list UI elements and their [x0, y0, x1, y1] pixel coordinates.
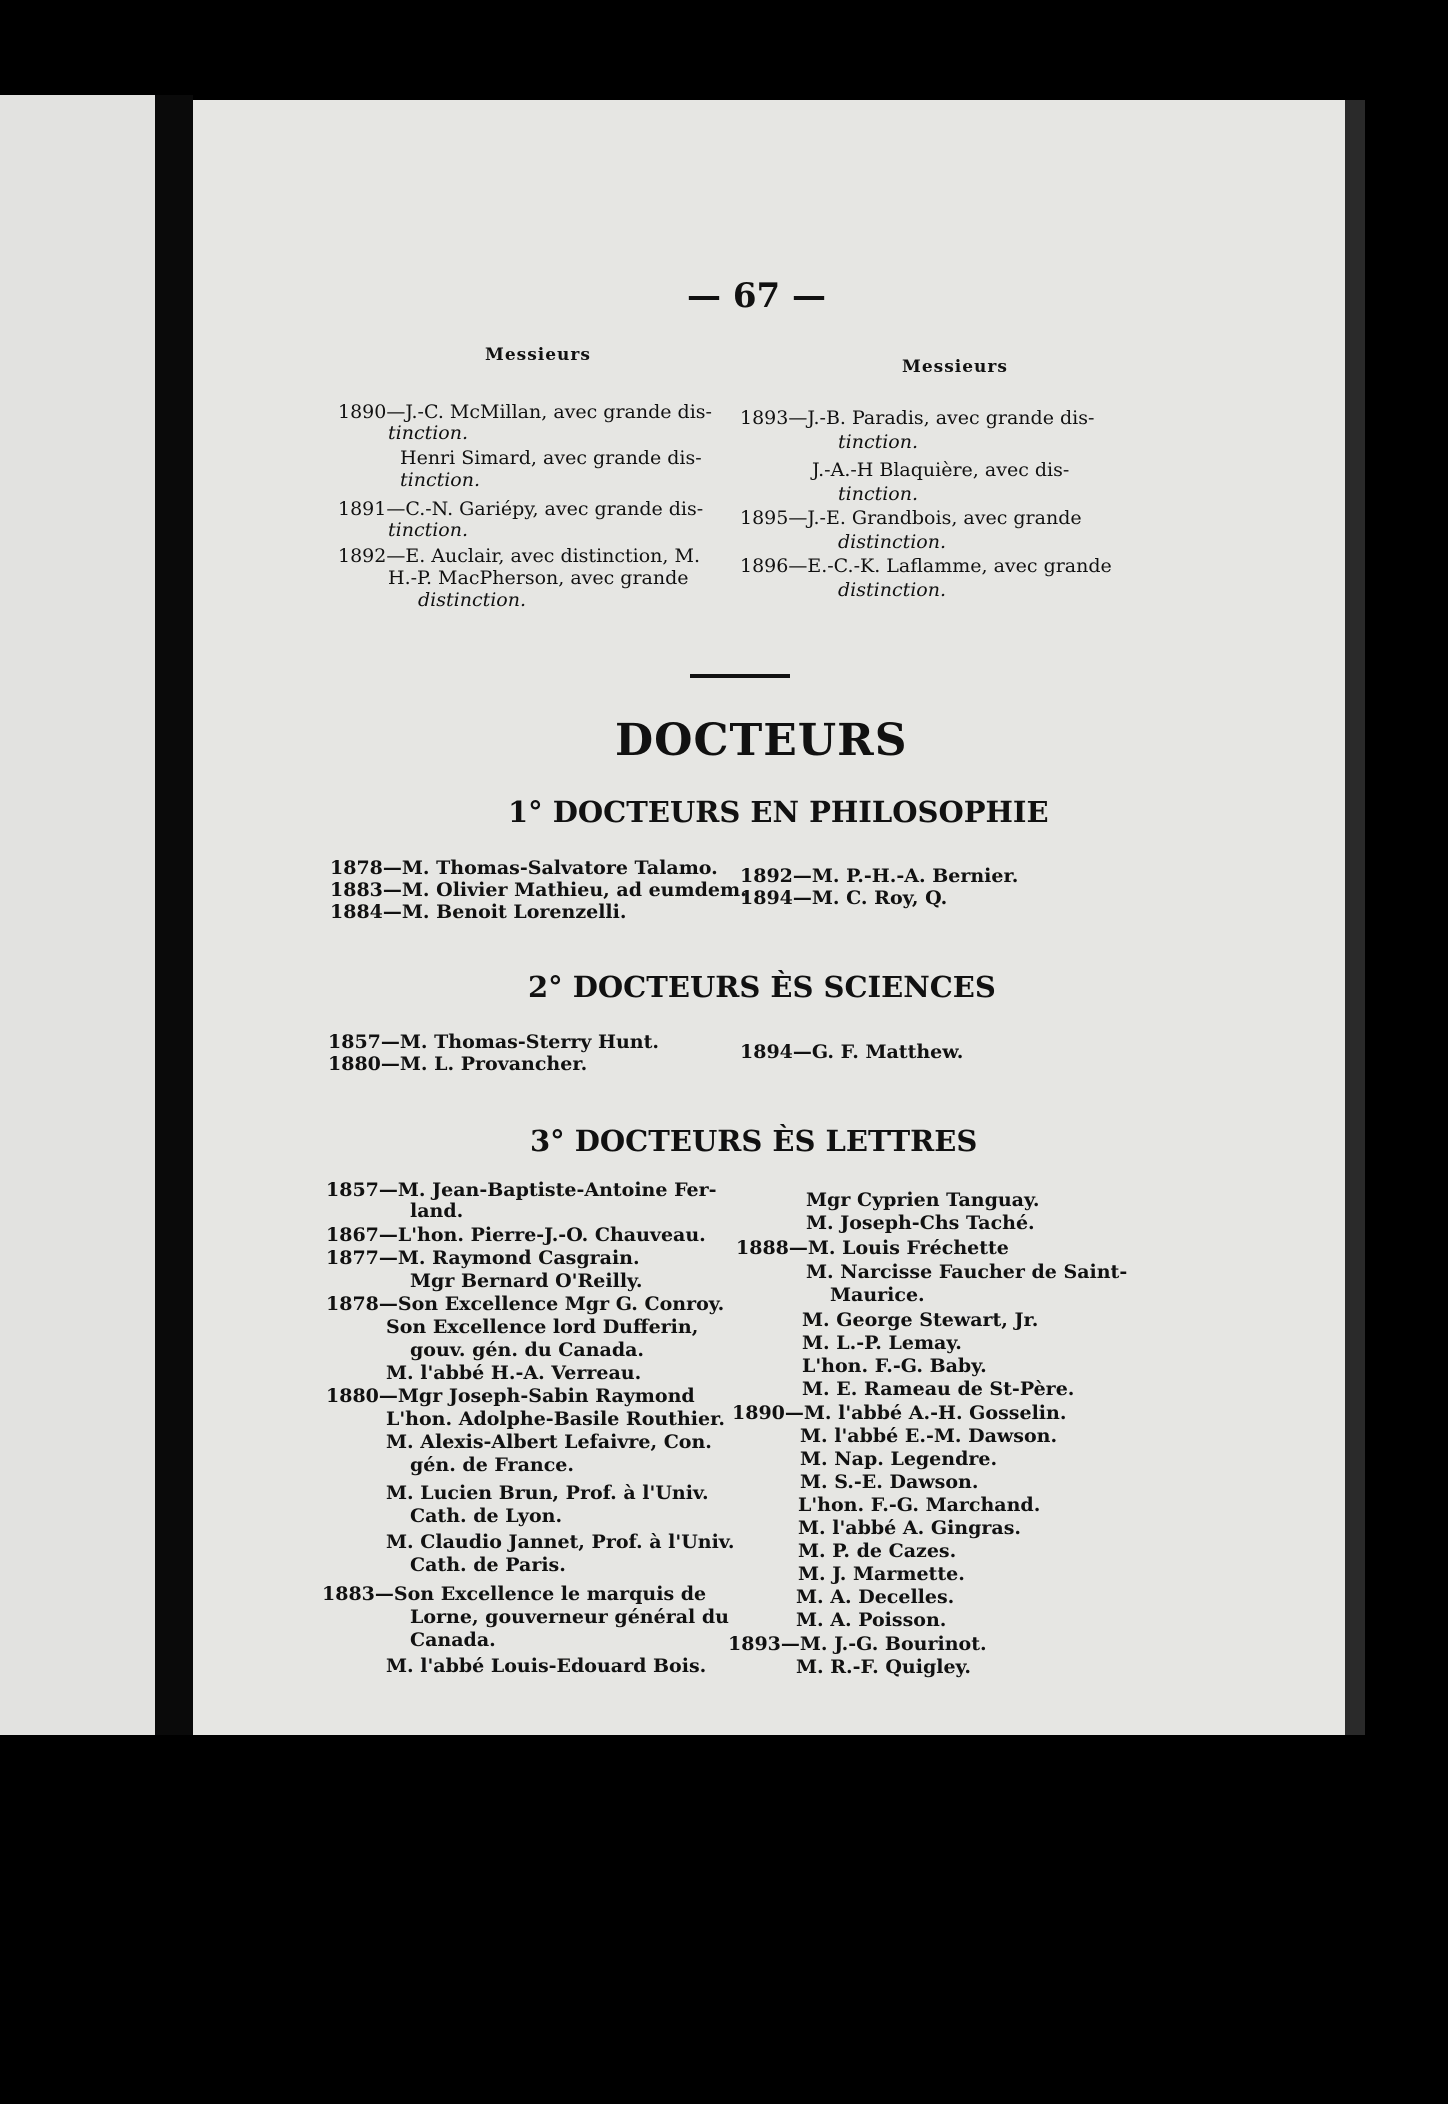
- doctor-entry: M. P. de Cazes.: [798, 1540, 957, 1562]
- doctor-entry: Lorne, gouverneur général du: [410, 1606, 729, 1628]
- graduate-line: distinction.: [838, 579, 947, 601]
- doctor-entry: M. S.-E. Dawson.: [800, 1471, 979, 1493]
- doctor-entry: 1867—L'hon. Pierre-J.-O. Chauveau.: [326, 1224, 706, 1246]
- doctor-entry: 1894—M. C. Roy, Q.: [740, 887, 948, 909]
- graduate-line: tinction.: [838, 431, 919, 453]
- graduate-line: distinction.: [838, 531, 947, 553]
- doctor-entry: M. E. Rameau de St-Père.: [802, 1378, 1075, 1400]
- graduate-line: tinction.: [838, 483, 919, 505]
- doctor-entry: 1890—M. l'abbé A.-H. Gosselin.: [732, 1402, 1067, 1424]
- doctor-entry: Cath. de Lyon.: [410, 1505, 563, 1527]
- doctor-entry: M. L.-P. Lemay.: [802, 1332, 962, 1354]
- doctor-entry: Canada.: [410, 1629, 496, 1651]
- graduate-line: 1892—E. Auclair, avec distinction, M.: [338, 545, 700, 567]
- graduate-line: J.-A.-H Blaquière, avec dis-: [812, 459, 1070, 481]
- doctor-entry: M. Narcisse Faucher de Saint-: [806, 1261, 1128, 1283]
- doctor-entry: M. Nap. Legendre.: [800, 1448, 998, 1470]
- book-spine: [155, 95, 193, 1735]
- doctor-entry: 1884—M. Benoit Lorenzelli.: [330, 901, 627, 923]
- doctor-entry: M. Claudio Jannet, Prof. à l'Univ.: [386, 1531, 735, 1553]
- facing-page-edge: [0, 95, 155, 1735]
- doctor-entry: M. l'abbé A. Gingras.: [798, 1517, 1022, 1539]
- section-divider: [690, 674, 790, 678]
- lettres-heading: 3° DOCTEURS ÈS LETTRES: [530, 1124, 978, 1158]
- doctor-entry: 1888—M. Louis Fréchette: [736, 1237, 1009, 1259]
- doctor-entry: 1877—M. Raymond Casgrain.: [326, 1247, 640, 1269]
- graduate-line: 1890—J.-C. McMillan, avec grande dis-: [338, 401, 712, 423]
- doctor-entry: M. l'abbé Louis-Edouard Bois.: [386, 1655, 707, 1677]
- page-number: — 67 —: [687, 276, 826, 316]
- doctor-entry: 1880—M. L. Provancher.: [328, 1053, 588, 1075]
- graduate-line: tinction.: [400, 469, 481, 491]
- doctor-entry: Maurice.: [830, 1284, 925, 1306]
- doctor-entry: Son Excellence lord Dufferin,: [386, 1316, 699, 1338]
- graduate-line: H.-P. MacPherson, avec grande: [388, 567, 689, 589]
- graduate-line: tinction.: [388, 422, 469, 444]
- doctor-entry: M. Joseph-Chs Taché.: [806, 1212, 1035, 1234]
- doctor-entry: 1883—Son Excellence le marquis de: [322, 1583, 707, 1605]
- graduate-line: 1896—E.-C.-K. Laflamme, avec grande: [740, 555, 1112, 577]
- doctor-entry: M. Alexis-Albert Lefaivre, Con.: [386, 1431, 712, 1453]
- doctor-entry: M. A. Poisson.: [796, 1609, 947, 1631]
- doctor-entry: M. l'abbé E.-M. Dawson.: [800, 1425, 1058, 1447]
- doctor-entry: land.: [410, 1200, 464, 1222]
- graduate-line: distinction.: [418, 589, 527, 611]
- doctor-entry: Cath. de Paris.: [410, 1554, 566, 1576]
- doctor-entry: 1892—M. P.-H.-A. Bernier.: [740, 865, 1019, 887]
- doctor-entry: M. Lucien Brun, Prof. à l'Univ.: [386, 1482, 709, 1504]
- doctor-entry: L'hon. Adolphe-Basile Routhier.: [386, 1408, 725, 1430]
- doctor-entry: M. George Stewart, Jr.: [802, 1309, 1039, 1331]
- column-heading-left: Messieurs: [485, 345, 591, 365]
- doctor-entry: 1878—Son Excellence Mgr G. Conroy.: [326, 1293, 725, 1315]
- doctor-entry: 1883—M. Olivier Mathieu, ad eumdem.: [330, 879, 747, 901]
- sciences-heading: 2° DOCTEURS ÈS SCIENCES: [528, 970, 996, 1004]
- doctor-entry: M. R.-F. Quigley.: [796, 1656, 972, 1678]
- doctor-entry: gén. de France.: [410, 1454, 574, 1476]
- doctor-entry: 1857—M. Jean-Baptiste-Antoine Fer-: [326, 1179, 717, 1201]
- graduate-line: 1893—J.-B. Paradis, avec grande dis-: [740, 407, 1095, 429]
- page-edge-shadow: [1345, 100, 1365, 1735]
- doctor-entry: M. J. Marmette.: [798, 1563, 965, 1585]
- doctor-entry: M. A. Decelles.: [796, 1586, 955, 1608]
- doctor-entry: 1893—M. J.-G. Bourinot.: [728, 1633, 987, 1655]
- graduate-line: tinction.: [388, 519, 469, 541]
- philosophie-heading: 1° DOCTEURS EN PHILOSOPHIE: [508, 795, 1049, 829]
- graduate-line: 1891—C.-N. Gariépy, avec grande dis-: [338, 498, 704, 520]
- doctor-entry: Mgr Bernard O'Reilly.: [410, 1270, 643, 1292]
- doctor-entry: Mgr Cyprien Tanguay.: [806, 1189, 1040, 1211]
- doctor-entry: M. l'abbé H.-A. Verreau.: [386, 1362, 642, 1384]
- doctor-entry: gouv. gén. du Canada.: [410, 1339, 645, 1361]
- column-heading-right: Messieurs: [902, 357, 1008, 377]
- doctor-entry: 1878—M. Thomas-Salvatore Talamo.: [330, 857, 718, 879]
- graduate-line: 1895—J.-E. Grandbois, avec grande: [740, 507, 1082, 529]
- doctor-entry: 1894—G. F. Matthew.: [740, 1041, 964, 1063]
- doctor-entry: 1880—Mgr Joseph-Sabin Raymond: [326, 1385, 695, 1407]
- docteurs-title: DOCTEURS: [615, 715, 908, 766]
- doctor-entry: L'hon. F.-G. Baby.: [802, 1355, 987, 1377]
- doctor-entry: 1857—M. Thomas-Sterry Hunt.: [328, 1031, 659, 1053]
- doctor-entry: L'hon. F.-G. Marchand.: [798, 1494, 1041, 1516]
- graduate-line: Henri Simard, avec grande dis-: [400, 447, 702, 469]
